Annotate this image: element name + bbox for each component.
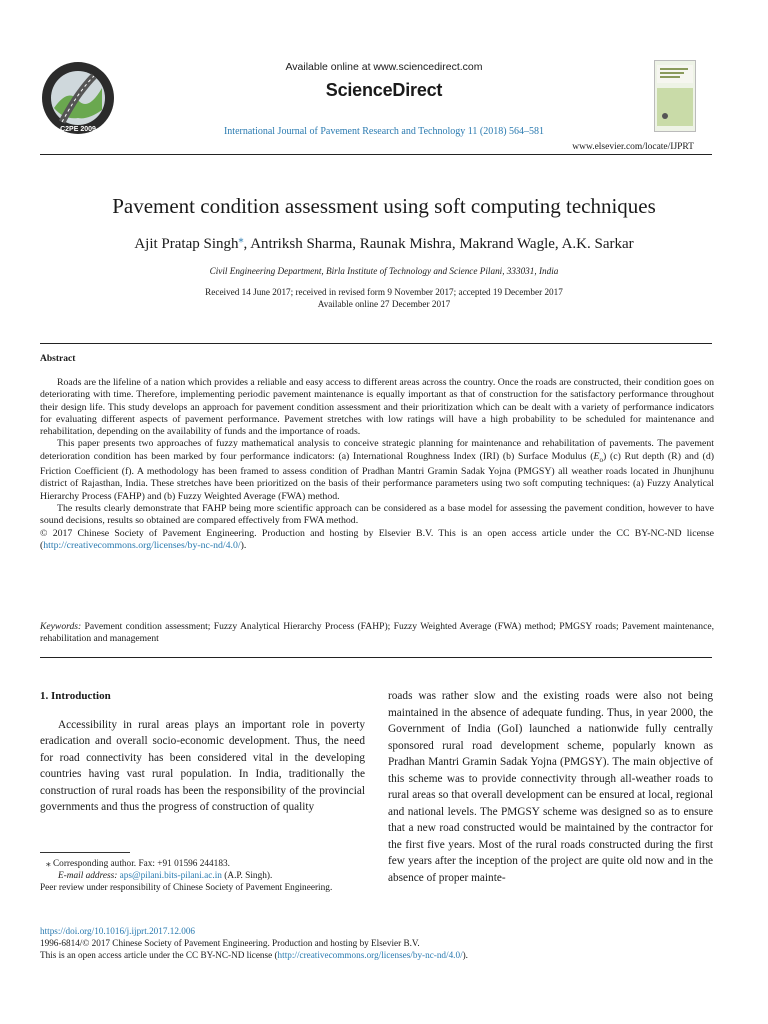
abstract-p2-part-a: This paper presents two approaches of fuzzy mathematical analysis to conceive strategic planning for maintenance and rehabilitation of pavements. The pavement deterioration condition has been marked by four performance indicators: (a) International Roughness Index (IRI) (b) Surface Modulus ( xyxy=(40,438,714,462)
peer-review-note: Peer review under responsibility of Chinese Society of Pavement Engineering. xyxy=(40,883,333,894)
journal-cover-thumbnail xyxy=(654,60,696,132)
email-label: E-mail address: xyxy=(58,871,118,882)
email-suffix: (A.P. Singh). xyxy=(221,871,273,882)
journal-citation[interactable]: International Journal of Pavement Research and Technology 11 (2018) 564–581 xyxy=(223,126,545,137)
copyright-line xyxy=(40,528,714,553)
keywords-label: Keywords: xyxy=(40,621,82,632)
footnote-divider xyxy=(40,852,130,853)
abstract-body xyxy=(40,377,714,552)
issn-line: 1996-6814/© 2017 Chinese Society of Pavement Engineering. Production and hosting by Elsevier B.V. xyxy=(40,938,420,949)
copyright-text: © 2017 Chinese Society of Pavement Engineering. Production and hosting by Elsevier B.V. This is an open access article under the CC BY-NC-ND license ( xyxy=(40,527,714,551)
abstract-heading: Abstract xyxy=(40,354,76,364)
publication-info xyxy=(40,925,720,962)
open-access-text: This is an open access article under the CC BY-NC-ND license ( xyxy=(40,950,278,961)
email-note xyxy=(40,870,365,882)
other-authors: , Antriksh Sharma, Raunak Mishra, Makrand Wagle, A.K. Sarkar xyxy=(243,236,634,252)
journal-homepage-link[interactable]: www.elsevier.com/locate/IJPRT xyxy=(572,142,694,152)
email-link[interactable]: aps@pilani.bits-pilani.ac.in xyxy=(119,871,222,882)
abstract-top-divider xyxy=(40,343,712,344)
available-online-text: Available online at www.sciencedirect.com xyxy=(285,61,483,73)
received-dates: Received 14 June 2017; received in revised form 9 November 2017; accepted 19 December 2017 xyxy=(205,287,563,297)
keywords xyxy=(40,621,714,646)
affiliation: Civil Engineering Department, Birla Institute of Technology and Science Pilani, 333031, India xyxy=(209,266,559,276)
surface-modulus-subscript: o xyxy=(599,455,603,464)
license-link[interactable]: http://creativecommons.org/licenses/by-nc-nd/4.0/ xyxy=(43,539,241,551)
author-list xyxy=(0,234,768,253)
abstract-bottom-divider xyxy=(40,657,712,658)
bottom-license-link[interactable]: http://creativecommons.org/licenses/by-nc-nd/4.0/ xyxy=(277,950,463,961)
footnotes xyxy=(40,858,365,895)
introduction-heading: 1. Introduction xyxy=(40,690,111,702)
first-author[interactable]: Ajit Pratap Singh xyxy=(134,236,239,252)
corresponding-author-note: ⁎ Corresponding author. Fax: +91 01596 244183. xyxy=(46,859,230,869)
doi-link[interactable]: https://doi.org/10.1016/j.ijprt.2017.12.006 xyxy=(40,926,196,936)
abstract-paragraph-1: Roads are the lifeline of a nation which provides a reliable and easy access to different areas across the country. Once the roads are constructed, their condition goes on deteriorating with time. Therefore, implementing periodic pavement maintenance is equally important as that of construction for the satisfactory performance throughout their design life. This study develops an approach for pavement condition assessment and their prioritization which can be dealt with a variety of performance indicators for evaluating different aspects of pavement performance. Pavement stretches with low ratings will have a high probability to be scheduled for maintenance and rehabilitation, depending on the availability of funds and the importance of roads. xyxy=(40,377,714,438)
right-column xyxy=(388,688,713,886)
abstract-p2-part-b: ) (c) Rut depth (R) and (d) Friction Coefficient (f). A methodology has been framed to assess condition of Pradhan Mantri Gramin Sadak Yojna (PMGSY) all weather roads located in Jhunjhunu district of Rajasthan, India. These stretches have been prioritized on the basis of their performance parameters using two soft computing techniques: (a) Fuzzy Analytical Hierarchy Process (FAHP) and (b) Fuzzy Weighted Average (FWA) method. xyxy=(40,450,714,502)
open-access-close: ). xyxy=(462,950,468,961)
copyright-close: ). xyxy=(240,539,247,551)
corresponding-author-mark[interactable]: ⁎ xyxy=(238,234,244,245)
sciencedirect-brand[interactable]: ScienceDirect xyxy=(325,80,443,100)
open-access-line xyxy=(40,949,720,961)
header-divider xyxy=(40,154,712,155)
surface-modulus-symbol: E xyxy=(593,450,600,462)
online-date: Available online 27 December 2017 xyxy=(317,299,451,309)
article-title: Pavement condition assessment using soft computing techniques xyxy=(112,194,656,218)
introduction-paragraph-left: Accessibility in rural areas plays an important role in poverty eradication and overall socio-economic development. Thus, the need for road connectivity has been considered vital in the developing countries having vast rural population. In India, traditionally the construction of rural roads has been the responsibility of the provincial governments and thus the progress of construction of quality xyxy=(40,718,365,813)
logo-text: C2PE 2009 xyxy=(60,126,96,133)
abstract-paragraph-3: The results clearly demonstrate that FAHP being more scientific approach can be considered as a base model for assessing the pavement condition, however to have sound decisions, results so obtained are compared effectively from FWA method. xyxy=(40,502,714,527)
left-column xyxy=(40,688,365,816)
abstract-paragraph-2 xyxy=(40,438,714,502)
introduction-paragraph-right: roads was rather slow and the existing roads were also not being maintained in the absence of adequate funding. Thus, in year 2000, the Government of India (GoI) launched a nationwide fully centrally sponsored rural road development scheme, popularly known as Pradhan Mantri Gramin Sadak Yojna (PMGSY). The main objective of this scheme was to provide connectivity through all-weather roads to rural areas so that overall development can be ensured at local, regional and national levels. The PMGSY scheme was designed so as to ensure that a new road constructed would be maintained by the contractor for the first five years. Most of the rural roads constructed during the first few years after the inception of the project are quite old now and in the absence of proper mainte- xyxy=(388,690,713,884)
keywords-text: Pavement condition assessment; Fuzzy Analytical Hierarchy Process (FAHP); Fuzzy Weighted Average (FWA) method; PMGSY roads; Pavement maintenance, rehabilitation and management xyxy=(40,621,714,645)
